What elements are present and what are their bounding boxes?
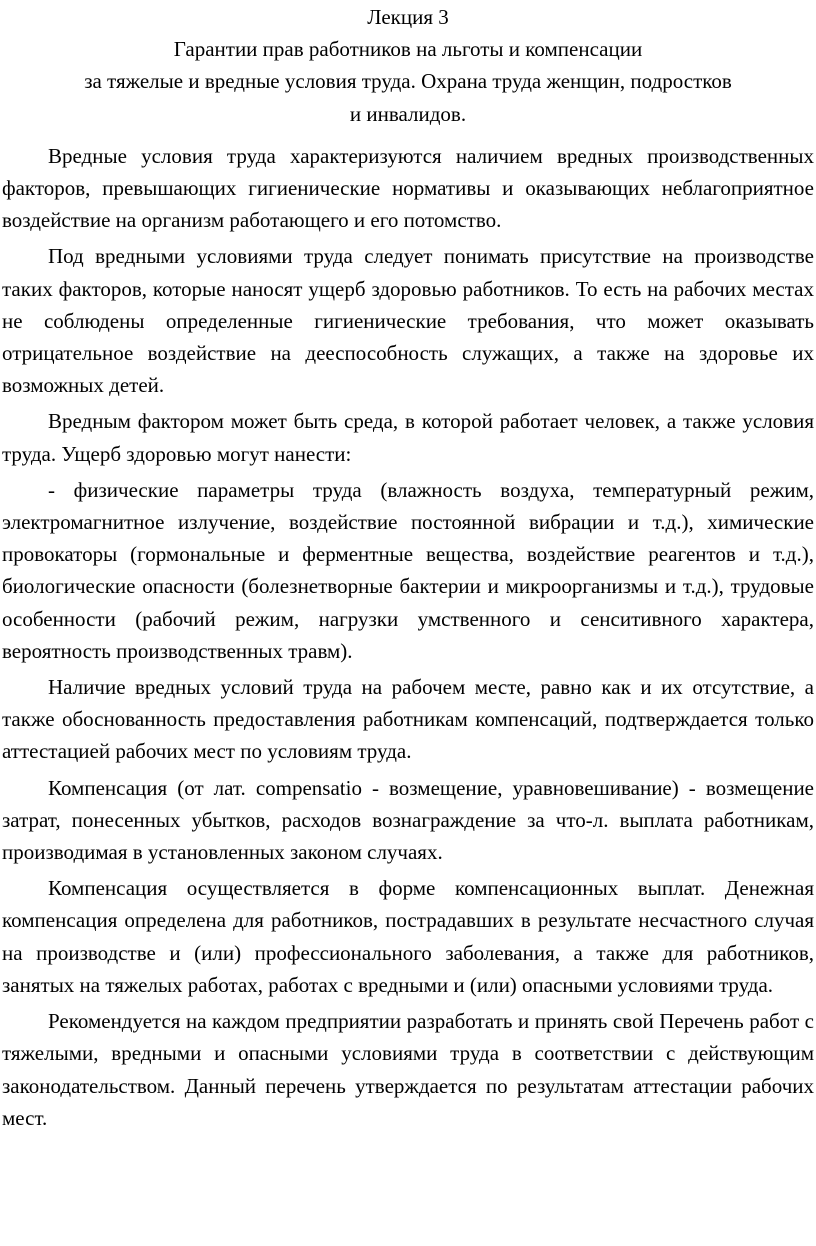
- lecture-title-line-2: за тяжелые и вредные условия труда. Охрана труда женщин, подростков: [84, 69, 732, 94]
- paragraph-work-list-recommendation: Рекомендуется на каждом предприятии разработать и принять свой Перечень работ с тяжелыми, вредными и опасными условиями труда в соответствии с действующим законодательством. Данный перечень утверждается по результатам аттестации рабочих мест.: [2, 1009, 814, 1130]
- paragraph-harmful-factor: Вредным фактором может быть среда, в которой работает человек, а также условия труда. Ущерб здоровью могут нанести:: [2, 409, 814, 466]
- paragraph-compensation-definition: Компенсация (от лат. compensatio - возмещение, уравновешивание) - возмещение затрат, понесенных убытков, расходов вознаграждение за что-л. выплата работникам, производимая в установленных законом случаях.: [2, 775, 814, 865]
- header-spacer: [2, 130, 814, 140]
- lecture-title-line-1: Гарантии прав работников на льготы и компенсации: [173, 37, 643, 62]
- paragraph-factor-list: - физические параметры труда (влажность воздуха, температурный режим, электромагнитное излучение, воздействие постоянной вибрации и т.д.), химические провокаторы (гормональные и ферментные вещества, воздействие реагентов и т.д.), биологические опасности (болезнетворные бактерии и микроорганизмы и т.д.), трудовые особенности (рабочий режим, нагрузки умственного и сенситивного характера, вероятность производственных травм).: [2, 477, 814, 663]
- paragraph-harmful-conditions-definition: Вредные условия труда характеризуются наличием вредных производственных факторов, превышающих гигиенические нормативы и оказывающих неблагоприятное воздействие на организм работающего и его потомство.: [2, 143, 814, 233]
- lecture-number: Лекция 3: [367, 5, 449, 29]
- lecture-header: [2, 0, 814, 130]
- paragraph-harmful-conditions-meaning: Под вредными условиями труда следует понимать присутствие на производстве таких факторов, которые наносят ущерб здоровью работников. То есть на рабочих местах не соблюдены определенные гигиенические требования, что может оказывать отрицательное воздействие на дееспособность служащих, а также на здоровье их возможных детей.: [2, 244, 814, 398]
- lecture-title-line-3: и инвалидов.: [349, 101, 467, 126]
- paragraph-attestation: Наличие вредных условий труда на рабочем месте, равно как и их отсутствие, а также обоснованность предоставления работникам компенсаций, подтверждается только аттестацией рабочих мест по условиям труда.: [2, 675, 814, 764]
- paragraph-compensation-form: Компенсация осуществляется в форме компенсационных выплат. Денежная компенсация определена для работников, пострадавших в результате несчастного случая на производстве и (или) профессионального заболевания, а также для работников, занятых на тяжелых работах, работах с вредными и (или) опасными условиями труда.: [2, 876, 814, 997]
